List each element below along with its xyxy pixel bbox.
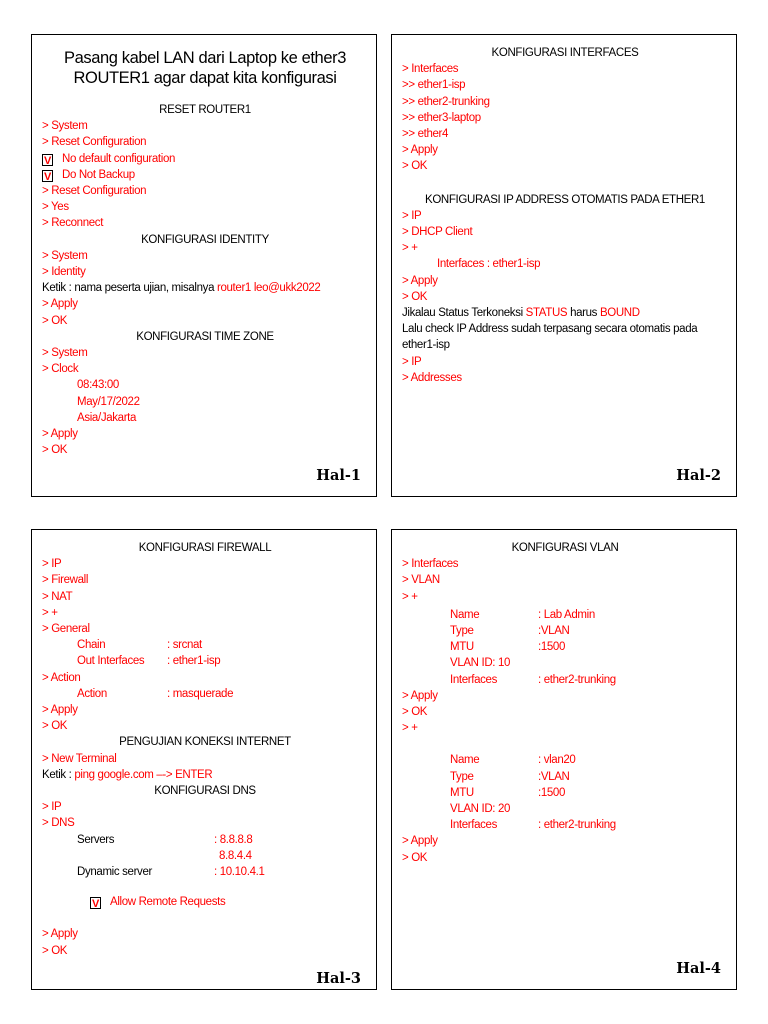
identity-heading: KONFIGURASI IDENTITY (141, 233, 269, 246)
step: > + (402, 590, 418, 603)
field-value: :1500 (538, 641, 566, 654)
step: > IP (402, 209, 422, 222)
option-no-default (42, 151, 368, 167)
dns-heading: KONFIGURASI DNS (154, 785, 256, 798)
step: > IP (42, 558, 62, 571)
step: > OK (402, 290, 428, 303)
checkbox-icon: V (44, 170, 51, 183)
step: > Apply (42, 928, 78, 941)
page-number: Hal-1 (316, 467, 361, 484)
step: > IP (42, 801, 62, 814)
field-label: Dynamic server (77, 866, 152, 879)
field-value: : srcnat (167, 639, 202, 652)
step: > DHCP Client (402, 226, 473, 239)
field-label: Action (77, 687, 107, 700)
step: > + (42, 606, 58, 619)
zone-value: Asia/Jakarta (77, 411, 137, 424)
field-label: Name (450, 754, 480, 767)
dhcp-interface: Interfaces : ether1-isp (437, 258, 541, 271)
step: >> ether3-laptop (402, 111, 481, 124)
field-value: : vlan20 (538, 754, 576, 767)
field-label: MTU (450, 641, 474, 654)
page-title-line1: Pasang kabel LAN dari Laptop ke ether3 (63, 49, 346, 67)
page-1 (31, 34, 377, 497)
page-2 (391, 34, 737, 497)
ping-command: ping google.com –-> ENTER (74, 768, 213, 781)
allow-remote-row (42, 894, 368, 910)
firewall-heading: KONFIGURASI FIREWALL (138, 542, 272, 554)
step: > OK (402, 706, 428, 719)
step: > System (42, 249, 88, 262)
option-no-backup (42, 167, 368, 183)
page-number: Hal-2 (676, 467, 721, 484)
out-interface-row (42, 653, 368, 669)
vlan2-name-row (402, 752, 728, 768)
step: > OK (42, 944, 68, 957)
step: > OK (402, 160, 428, 173)
status-bound: BOUND (599, 307, 640, 320)
field-label: Interfaces (450, 673, 497, 686)
step: > Interfaces (402, 63, 459, 76)
field-value: : masquerade (167, 687, 234, 700)
field-value: : Lab Admin (538, 608, 595, 621)
vlan2-interface-row (402, 817, 728, 833)
step: > General (42, 623, 90, 636)
field-value: : ether2-trunking (538, 673, 616, 686)
allow-remote-label: Allow Remote Requests (110, 896, 226, 909)
reset-heading: RESET ROUTER1 (159, 104, 251, 116)
vlan1-mtu-row (402, 639, 728, 655)
step: > Apply (402, 835, 438, 848)
step: > Apply (42, 704, 78, 717)
chain-row (42, 637, 368, 653)
step: > Action (42, 671, 81, 684)
step: > Clock (42, 363, 79, 376)
field-label: MTU (450, 786, 474, 799)
field-label: Servers (77, 833, 115, 846)
page-title-line2: ROUTER1 agar dapat kita konfigurasi (73, 69, 337, 87)
vlan1-type-row (402, 623, 728, 639)
option-label: Do Not Backup (62, 168, 135, 181)
step: > Apply (402, 689, 438, 702)
step: > Identity (42, 266, 86, 279)
step: > DNS (42, 817, 75, 830)
step: >> ether4 (402, 128, 449, 141)
ketik-label: Ketik : (42, 768, 75, 781)
vlan2-id-row: VLAN ID: 20 (450, 803, 511, 816)
note-example: router1 leo@ukk2022 (216, 282, 321, 295)
step: > Apply (402, 274, 438, 287)
step: > Yes (42, 201, 69, 214)
field-label: Chain (77, 639, 106, 652)
field-value: : 8.8.8.8 (214, 833, 253, 846)
step: > VLAN (402, 574, 440, 587)
vlan1-interface-row (402, 672, 728, 688)
step: >> ether2-trunking (402, 95, 490, 108)
dynamic-server-row (42, 864, 368, 880)
step: > Interfaces (402, 558, 459, 571)
field-label: Out Interfaces (77, 655, 145, 668)
check-note: Lalu check IP Address sudah terpasang secara otomatis pada ether1-isp (402, 323, 698, 352)
step: > IP (402, 355, 422, 368)
step: > Apply (42, 428, 78, 441)
vlan2-mtu-row (402, 785, 728, 801)
ping-note (42, 767, 368, 783)
checkbox-icon: V (92, 898, 99, 911)
servers-row-2 (42, 848, 368, 864)
test-heading: PENGUJIAN KONEKSI INTERNET (119, 736, 291, 749)
identity-note (42, 280, 368, 296)
step: > System (42, 120, 88, 133)
status-word: STATUS (525, 307, 568, 320)
time-value: 08:43:00 (77, 379, 119, 392)
step: > Apply (42, 298, 78, 311)
step: > + (402, 722, 418, 735)
field-value: :VLAN (538, 625, 570, 638)
field-value: : ether1-isp (167, 655, 221, 668)
page-3 (31, 529, 377, 990)
checkbox-icon: V (44, 154, 51, 167)
step: > Addresses (402, 371, 462, 384)
step: > Reconnect (42, 217, 104, 230)
step: > OK (42, 720, 68, 733)
date-value: May/17/2022 (77, 395, 140, 408)
step: > System (42, 347, 88, 360)
step: > Apply (402, 144, 438, 157)
status-text: Jikalau Status Terkoneksi (402, 307, 526, 320)
servers-row (42, 832, 368, 848)
page-number: Hal-3 (316, 970, 361, 987)
status-note (402, 305, 728, 321)
field-value: : ether2-trunking (538, 819, 616, 832)
field-value: :1500 (538, 786, 566, 799)
vlan1-name-row (402, 607, 728, 623)
vlan-heading: KONFIGURASI VLAN (511, 542, 619, 554)
field-label: Type (450, 625, 474, 638)
page-4 (391, 529, 737, 990)
step: > Firewall (42, 574, 89, 587)
field-label: Name (450, 608, 480, 621)
step: > + (402, 242, 418, 255)
field-label: Type (450, 770, 474, 783)
vlan2-type-row (402, 769, 728, 785)
step: > NAT (42, 590, 73, 603)
vlan1-id-row: VLAN ID: 10 (450, 657, 511, 670)
page-number: Hal-4 (676, 960, 721, 977)
step: > Reset Configuration (42, 185, 147, 198)
step: >> ether1-isp (402, 79, 466, 92)
step: > New Terminal (42, 752, 117, 765)
step: > OK (42, 444, 68, 457)
option-label: No default configuration (62, 152, 176, 165)
interfaces-heading: KONFIGURASI INTERFACES (491, 47, 639, 59)
timezone-heading: KONFIGURASI TIME ZONE (136, 330, 274, 343)
step: > OK (42, 314, 68, 327)
status-text: harus (567, 307, 600, 320)
step: > Reset Configuration (42, 136, 147, 149)
ip-heading: KONFIGURASI IP ADDRESS OTOMATIS PADA ETHER1 (425, 193, 705, 206)
action-row (42, 686, 368, 702)
field-value: :VLAN (538, 770, 570, 783)
field-value: 8.8.4.4 (219, 849, 252, 862)
field-value: : 10.10.4.1 (214, 866, 265, 879)
step: > OK (402, 851, 428, 864)
note-text: Ketik : nama peserta ujian, misalnya (42, 282, 217, 295)
field-label: Interfaces (450, 819, 497, 832)
